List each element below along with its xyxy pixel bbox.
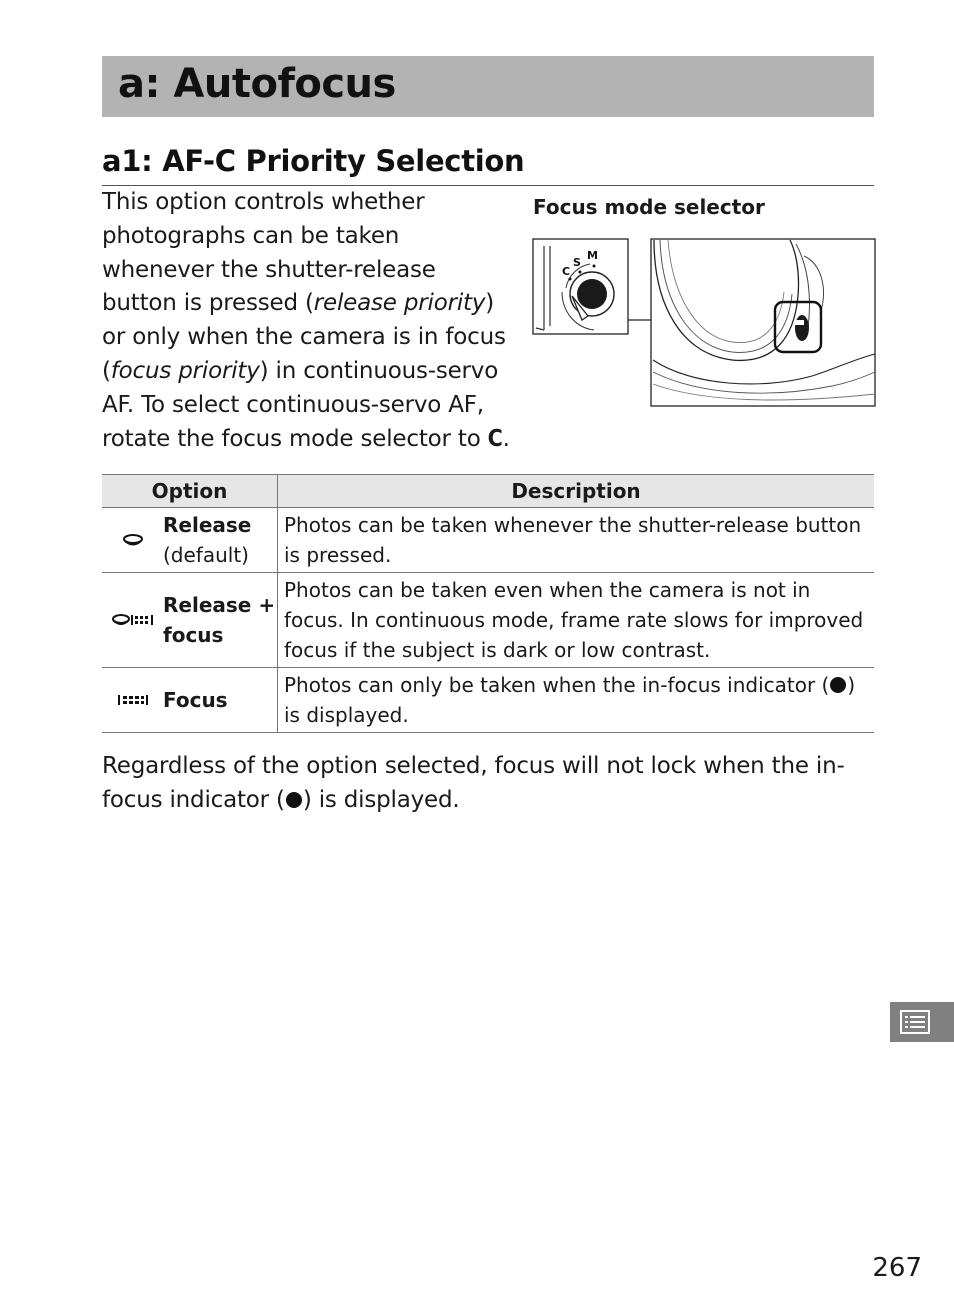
- focus-mode-selector-illustration: [532, 236, 876, 408]
- in-focus-indicator-icon: [286, 792, 302, 808]
- intro-em-focus-priority: focus priority: [110, 357, 260, 384]
- release-icon: [102, 533, 163, 547]
- option-label: Release + focus: [163, 593, 276, 647]
- description-cell: [278, 668, 875, 733]
- table-row: [102, 573, 874, 668]
- dial-label-c: C: [562, 265, 571, 278]
- section-title: a1: AF-C Priority Selection: [102, 144, 525, 178]
- header-description: Description: [278, 475, 875, 508]
- figure-caption: Focus mode selector: [533, 195, 765, 219]
- option-cell: [102, 573, 278, 668]
- page-number: 267: [872, 1253, 922, 1283]
- focus-icon: [102, 692, 163, 708]
- description-text-before: Photos can only be taken when the in-focus indicator (: [284, 673, 830, 697]
- dial-inset: [533, 239, 628, 334]
- camera-body: [651, 239, 875, 406]
- header-option: Option: [102, 475, 278, 508]
- description-cell: Photos can be taken even when the camera is not in focus. In continuous mode, frame rate slows for improved focus if the subject is dark or low contrast.: [278, 573, 875, 668]
- option-cell: [102, 668, 278, 733]
- chapter-banner: [102, 56, 874, 117]
- dial-label-m: M: [587, 249, 598, 262]
- option-label: Release: [163, 513, 252, 537]
- custom-settings-menu-icon: [900, 1010, 930, 1034]
- option-cell: [102, 508, 278, 573]
- closing-text-after: ) is displayed.: [302, 787, 460, 813]
- intro-paragraph: [102, 186, 514, 456]
- option-label: Focus: [163, 688, 228, 712]
- option-default-note: (default): [163, 543, 249, 567]
- options-table: [102, 474, 874, 733]
- dial-label-s: S: [573, 256, 581, 269]
- intro-text-3: ) in continuous-servo AF. To select continuous-servo AF, rotate the focus mode selector to: [102, 357, 499, 452]
- in-focus-indicator-icon: [830, 677, 846, 693]
- description-cell: Photos can be taken whenever the shutter-release button is pressed.: [278, 508, 875, 573]
- focus-mode-c-symbol: C: [487, 425, 503, 452]
- intro-em-release-priority: release priority: [313, 290, 486, 317]
- table-header-row: [102, 475, 874, 508]
- intro-text-2: ) or only when the camera is in focus (: [102, 290, 506, 384]
- table-row: [102, 668, 874, 733]
- closing-paragraph: [102, 749, 874, 817]
- description-text-after: ) is displayed.: [284, 673, 856, 727]
- intro-text-1: This option controls whether photographs can be taken whenever the shutter-release button is pressed (: [102, 189, 436, 317]
- release-focus-icon: [102, 612, 163, 628]
- custom-settings-menu-tab: [890, 1002, 954, 1042]
- intro-text-4: .: [502, 425, 510, 452]
- table-row: [102, 508, 874, 573]
- closing-text-before: Regardless of the option selected, focus will not lock when the in-focus indicator (: [102, 753, 845, 813]
- chapter-title: a: Autofocus: [118, 61, 396, 107]
